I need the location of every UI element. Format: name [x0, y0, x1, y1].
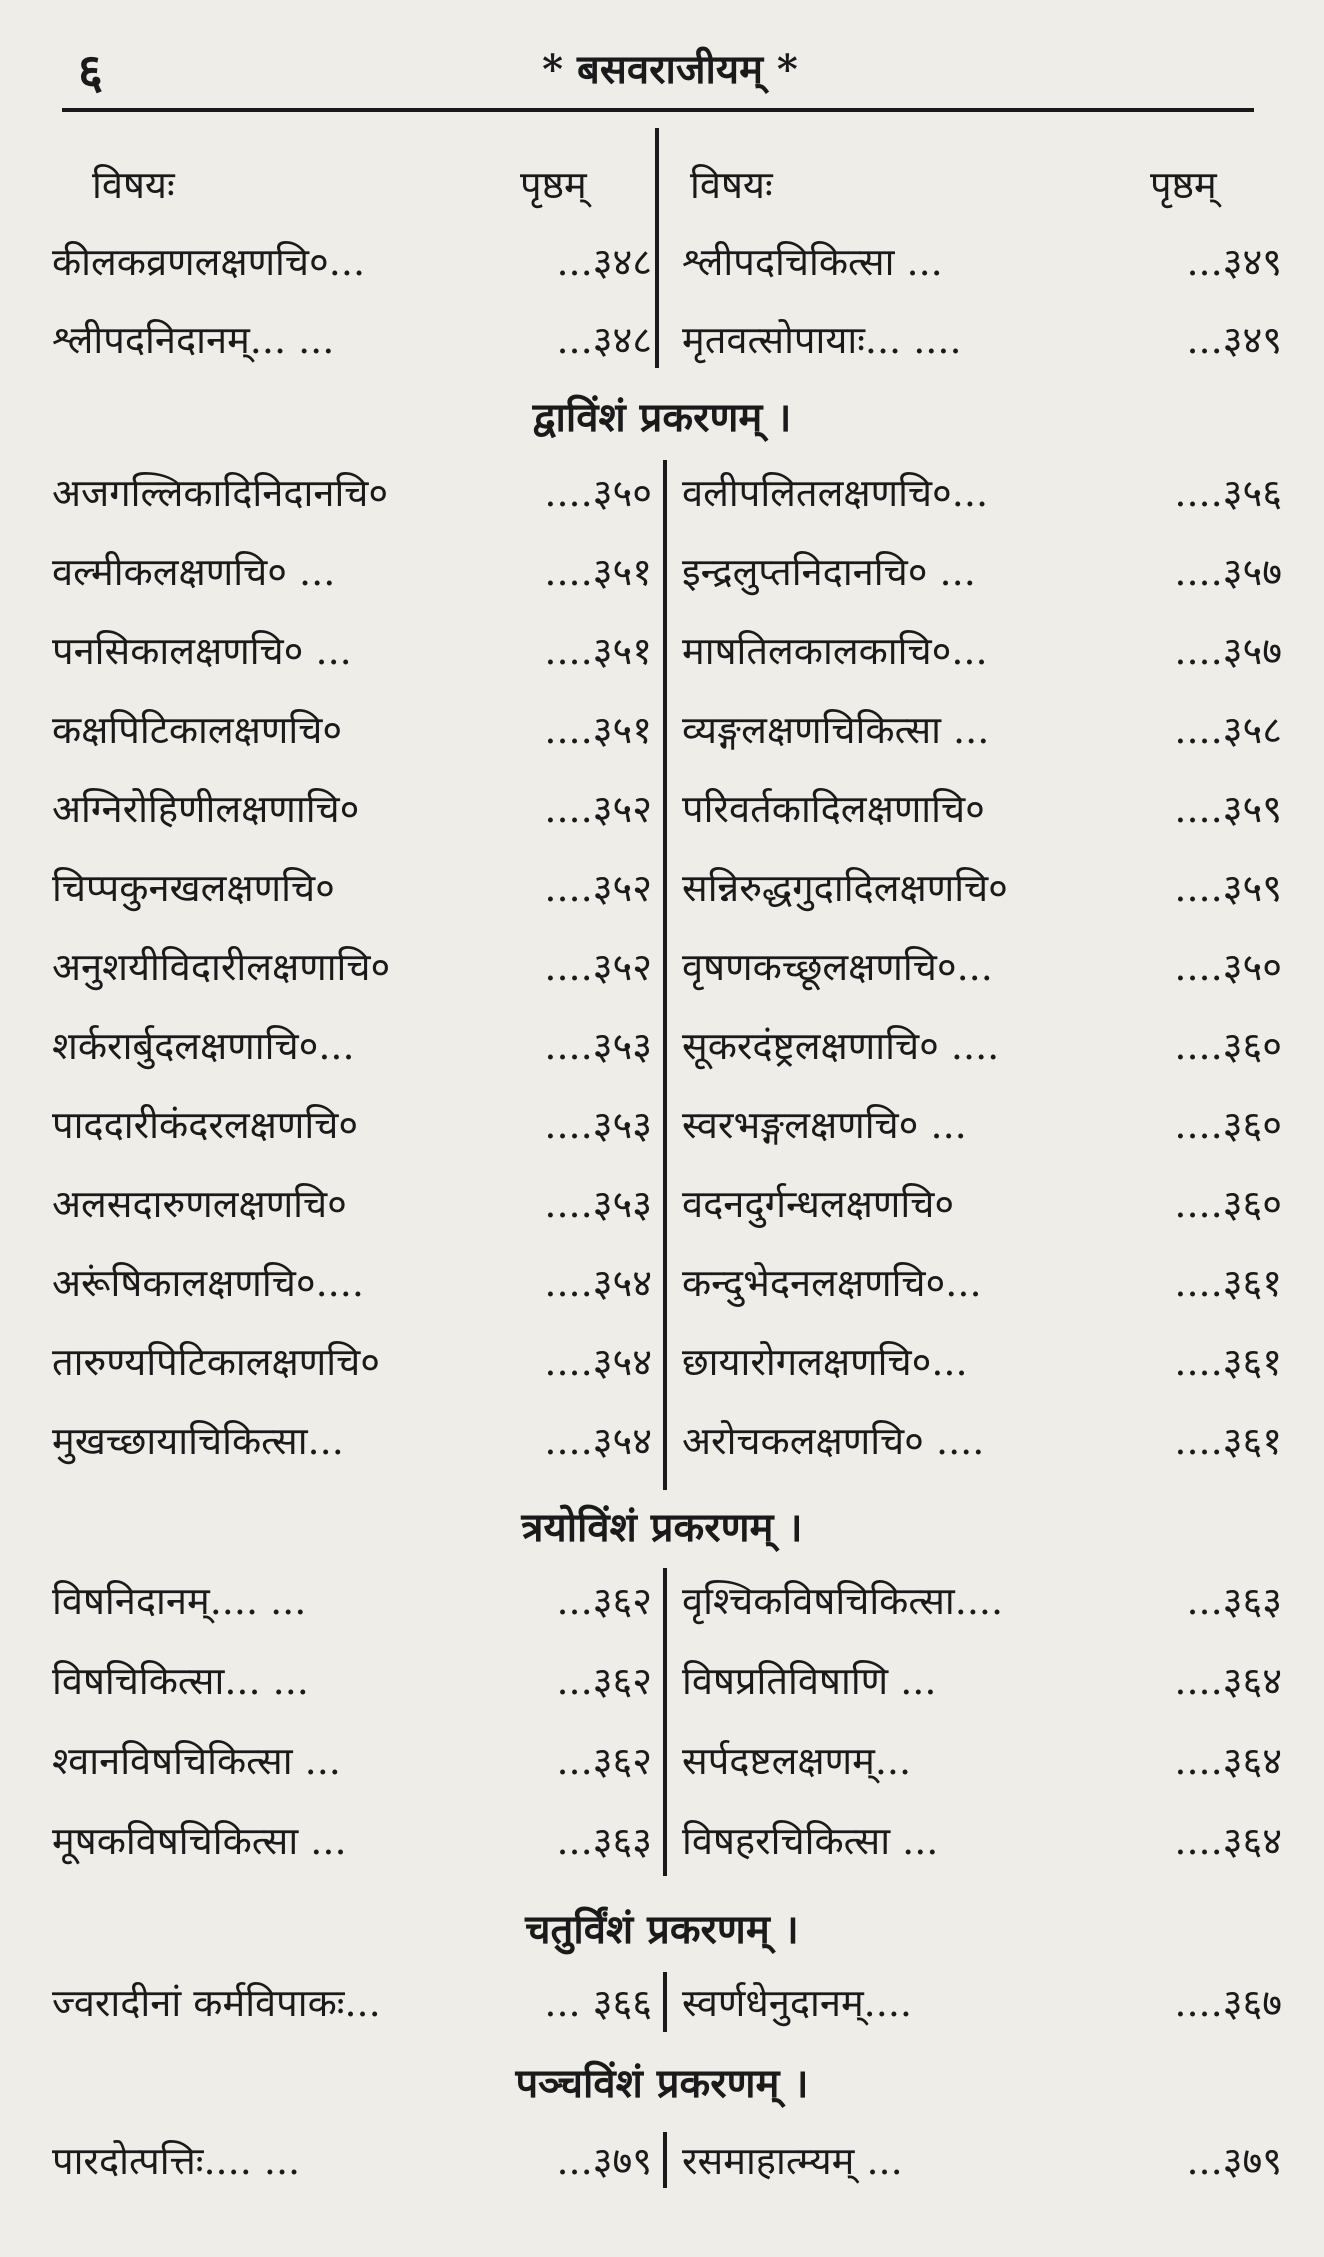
list-item [52, 926, 1282, 1005]
list-item [52, 2120, 1282, 2200]
entry-page: ....३५१ [544, 707, 652, 752]
entry-title: सन्निरुद्धगुदादिलक्षणचि० [682, 865, 1008, 910]
entry-page: ....३५९ [1174, 786, 1282, 831]
entry-title: मूषकविषचिकित्सा ... [52, 1819, 347, 1863]
entry-page: ...३७९ [1186, 2139, 1282, 2183]
entry-title: अलसदारुणलक्षणचि० [52, 1181, 347, 1226]
entry-title: कक्षपिटिकालक्षणचि० [52, 707, 343, 752]
entry-page: ....३५१ [544, 549, 652, 594]
entry-title: शर्करार्बुदलक्षणाचि०... [52, 1023, 355, 1068]
entry-page: ....३५६ [1174, 470, 1282, 515]
entry-title: तारुण्यपिटिकालक्षणचि० [52, 1339, 380, 1384]
entry-title: पाददारीकंदरलक्षणचि० [52, 1102, 359, 1147]
entry-title: परिवर्तकादिलक्षणाचि० [682, 786, 985, 831]
entry-page: ....३६१ [1174, 1260, 1282, 1305]
entry-title: श्लीपदचिकित्सा ... [682, 240, 943, 284]
entry-title: वदनदुर्गन्धलक्षणचि० [682, 1181, 955, 1226]
section-heading: द्वाविंशं प्रकरणम् । [532, 394, 792, 441]
entry-title: वलीपलितलक्षणचि०... [682, 470, 989, 515]
entry-page: ....३६४ [1174, 1659, 1282, 1703]
list-item [52, 1084, 1282, 1163]
entry-title: कीलकव्रणलक्षणचि०... [52, 240, 366, 284]
list-item [52, 531, 1282, 610]
entry-page: ....३५४ [544, 1260, 652, 1305]
entry-page: ....३५४ [544, 1418, 652, 1463]
entry-title: ज्वरादीनां कर्मविपाकः... [52, 1981, 381, 2025]
list-item [52, 1400, 1282, 1479]
entry-page: ...३६२ [556, 1579, 652, 1623]
entry-title: चिप्पकुनखलक्षणचि० [52, 865, 335, 910]
page-number: ६ [78, 44, 103, 100]
entry-title: छायारोगलक्षणचि०... [682, 1339, 968, 1384]
entry-page: ....३६७ [1174, 1981, 1282, 2025]
entry-page: ...३६३ [556, 1819, 652, 1863]
entry-title: इन्द्रलुप्तनिदानचि० ... [682, 549, 976, 594]
list-item [52, 1005, 1282, 1084]
list-item [52, 768, 1282, 847]
entry-title: अजगल्लिकादिनिदानचि० [52, 470, 389, 515]
section-heading: त्रयोविंशं प्रकरणम् । [521, 1504, 803, 1551]
list-item [52, 847, 1282, 926]
entry-page: ...३६३ [1186, 1579, 1282, 1623]
list-item [52, 1242, 1282, 1321]
entry-page: ....३६४ [1174, 1819, 1282, 1863]
entry-page: ....३५१ [544, 628, 652, 673]
entry-title: व्यङ्गलक्षणचिकित्सा ... [682, 707, 990, 752]
entry-title: माषतिलकालकाचि०... [682, 628, 988, 673]
list-item [52, 1163, 1282, 1242]
entry-page: ....३५३ [544, 1102, 652, 1147]
list-item [52, 300, 1282, 378]
entry-title: श्वानविषचिकित्सा ... [52, 1739, 341, 1783]
entry-page: ....३६४ [1174, 1739, 1282, 1783]
list-item [52, 610, 1282, 689]
entry-page: ...३७९ [556, 2139, 652, 2183]
entry-page: ....३६० [1174, 1181, 1282, 1226]
section-heading: पञ्चविंशं प्रकरणम् । [515, 2060, 809, 2107]
entry-page: ....३५२ [544, 944, 652, 989]
right-page-header: पृष्ठम् [1150, 163, 1217, 207]
entry-page: ....३६१ [1174, 1339, 1282, 1384]
entry-page: ....३५९ [1174, 865, 1282, 910]
entry-title: स्वर्णधेनुदानम्.... [682, 1981, 912, 2025]
entry-page: ...३४९ [1186, 240, 1282, 284]
entry-title: अग्निरोहिणीलक्षणाचि० [52, 786, 360, 831]
entry-title: वल्मीकलक्षणचि० ... [52, 549, 336, 594]
right-topic-header: विषयः [690, 163, 773, 207]
list-item [52, 1560, 1282, 1640]
entry-title: स्वरभङ्गलक्षणचि० ... [682, 1102, 967, 1147]
entry-page: ....३६० [1174, 1023, 1282, 1068]
header-rule [62, 108, 1254, 112]
entry-page: ...३६२ [556, 1659, 652, 1703]
entry-page: ....३५७ [1174, 549, 1282, 594]
entry-page: ....३५३ [544, 1023, 652, 1068]
entry-page: ...३६२ [556, 1739, 652, 1783]
entry-title: मृतवत्सोपायाः... .... [682, 318, 962, 362]
entry-page: ....३५४ [544, 1339, 652, 1384]
entry-title: अरोचकलक्षणचि० .... [682, 1418, 985, 1463]
entry-page: ....३६१ [1174, 1418, 1282, 1463]
page-title: * बसवराजीयम् * [542, 46, 798, 93]
entry-page: ...३४८ [556, 240, 652, 284]
list-item [52, 1321, 1282, 1400]
entry-page: ....३५७ [1174, 628, 1282, 673]
list-item [52, 222, 1282, 300]
entry-title: अरूंषिकालक्षणचि०.... [52, 1260, 364, 1305]
entry-title: विषप्रतिविषाणि ... [682, 1659, 937, 1703]
entry-title: पारदोत्पत्तिः.... ... [52, 2139, 301, 2183]
entry-page: ....३५८ [1174, 707, 1282, 752]
entry-title: पनसिकालक्षणचि० ... [52, 628, 352, 673]
list-item [52, 1800, 1282, 1880]
entry-page: ....३६० [1174, 1102, 1282, 1147]
section-block [52, 452, 1282, 1479]
entry-page: ....३५२ [544, 786, 652, 831]
list-item [52, 452, 1282, 531]
section-block [52, 1560, 1282, 1880]
left-topic-header: विषयः [92, 163, 175, 207]
entry-title: श्लीपदनिदानम्... ... [52, 318, 335, 362]
left-page-header: पृष्ठम् [520, 163, 587, 207]
section-block [52, 1962, 1282, 2042]
entry-title: विषहरचिकित्सा ... [682, 1819, 939, 1863]
entry-page: ....३५२ [544, 865, 652, 910]
entry-title: कन्दुभेदनलक्षणचि०... [682, 1260, 982, 1305]
intro-block [52, 222, 1282, 378]
entry-page: ... ३६६ [544, 1981, 652, 2025]
list-item [52, 689, 1282, 768]
entry-title: मुखच्छायाचिकित्सा... [52, 1418, 344, 1463]
entry-title: वृश्चिकविषचिकित्सा.... [682, 1579, 1004, 1623]
list-item [52, 1640, 1282, 1720]
entry-page: ....३५० [544, 470, 652, 515]
list-item [52, 1962, 1282, 2042]
entry-page: ...३४८ [556, 318, 652, 362]
entry-page: ....३५३ [544, 1181, 652, 1226]
entry-page: ...३४९ [1186, 318, 1282, 362]
entry-title: रसमाहात्म्यम् ... [682, 2139, 903, 2183]
entry-title: सर्पदष्टलक्षणम्... [682, 1739, 912, 1783]
entry-title: अनुशयीविदारीलक्षणाचि० [52, 944, 391, 989]
entry-title: सूकरदंष्ट्रलक्षणाचि० .... [682, 1023, 1000, 1068]
entry-title: विषचिकित्सा... ... [52, 1659, 309, 1703]
entry-title: विषनिदानम्.... ... [52, 1579, 307, 1623]
entry-title: वृषणकच्छूलक्षणचि०... [682, 944, 993, 989]
list-item [52, 1720, 1282, 1800]
section-block [52, 2120, 1282, 2200]
section-heading: चतुर्विंशं प्रकरणम् । [525, 1906, 799, 1953]
entry-page: ....३५० [1174, 944, 1282, 989]
